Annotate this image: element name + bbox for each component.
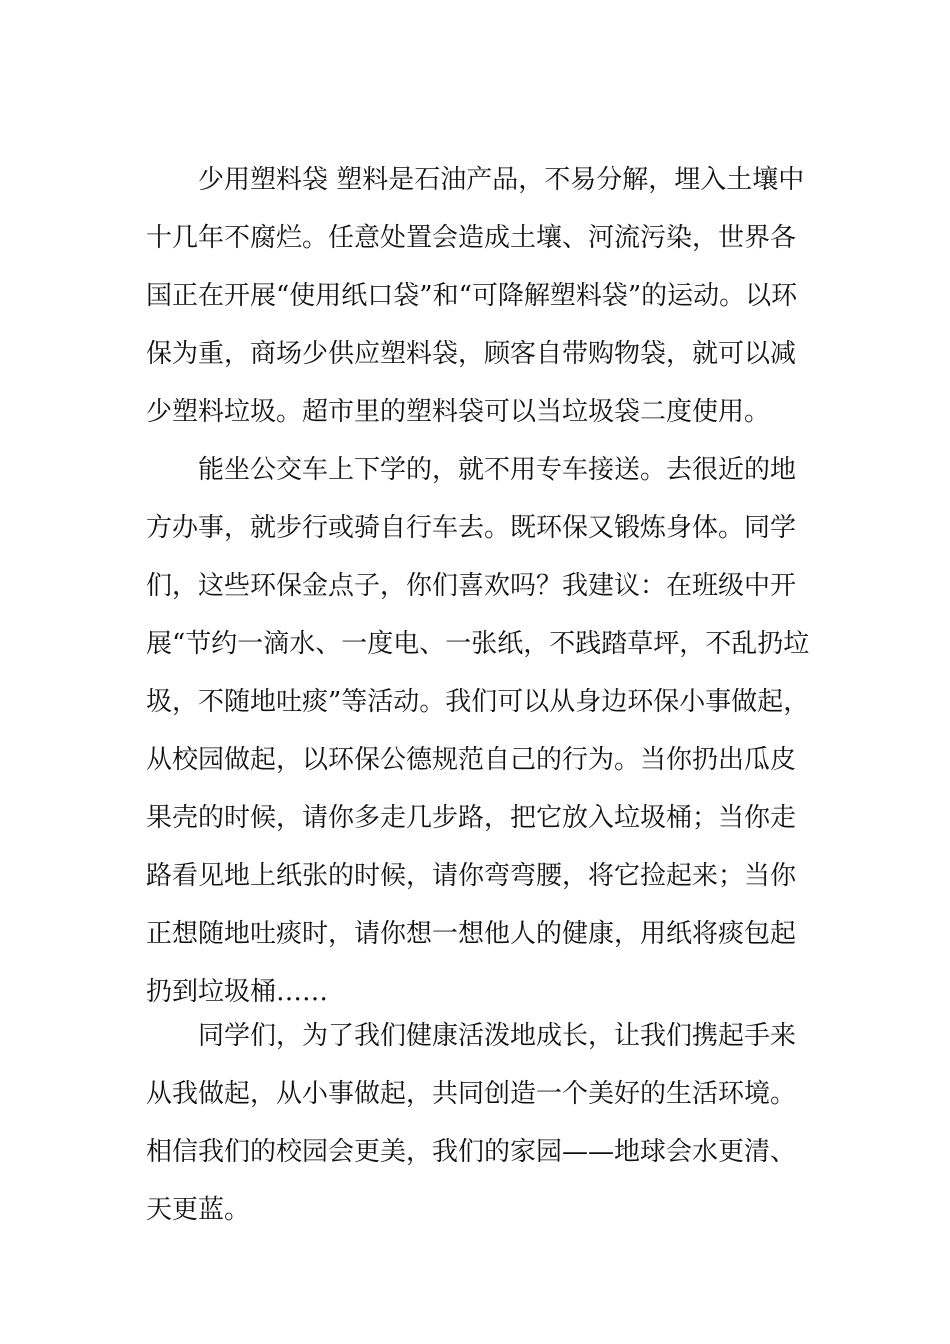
paragraph-plastic-bags: 少用塑料袋 塑料是石油产品，不易分解，埋入土壤中十几年不腐烂。任意处置会造成土壤、河流污染，世界各国正在开展“使用纸口袋”和“可降解塑料袋”的运动。以环保为重，商场少供应塑料袋，顾客自带购物袋，就可以减少塑料垃圾。超市里的塑料袋可以当垃圾袋二度使用。 xyxy=(146,165,805,427)
paragraph-green-travel: 能坐公交车上下学的，就不用专车接送。去很近的地方办事，就步行或骑自行车去。既环保又锻炼身体。同学们，这些环保金点子，你们喜欢吗？我建议：在班级中开展“节约一滴水、一度电、一张纸，不践踏草坪，不乱扔垃圾，不随地吐痰”等活动。我们可以从身边环保小事做起，从校园做起，以环保公德规范自己的行为。当你扔出瓜皮果壳的时候，请你多走几步路，把它放入垃圾桶；当你走路看见地上纸张的时候，请你弯弯腰，将它捡起来；当你正想随地吐痰时，请你想一想他人的健康，用纸将痰包起扔到垃圾桶…… xyxy=(146,455,810,1007)
paragraph-closing: 同学们，为了我们健康活泼地成长，让我们携起手来从我做起，从小事做起，共同创造一个美好的生活环境。相信我们的校园会更美，我们的家园——地球会水更清、天更蓝。 xyxy=(146,1021,797,1225)
